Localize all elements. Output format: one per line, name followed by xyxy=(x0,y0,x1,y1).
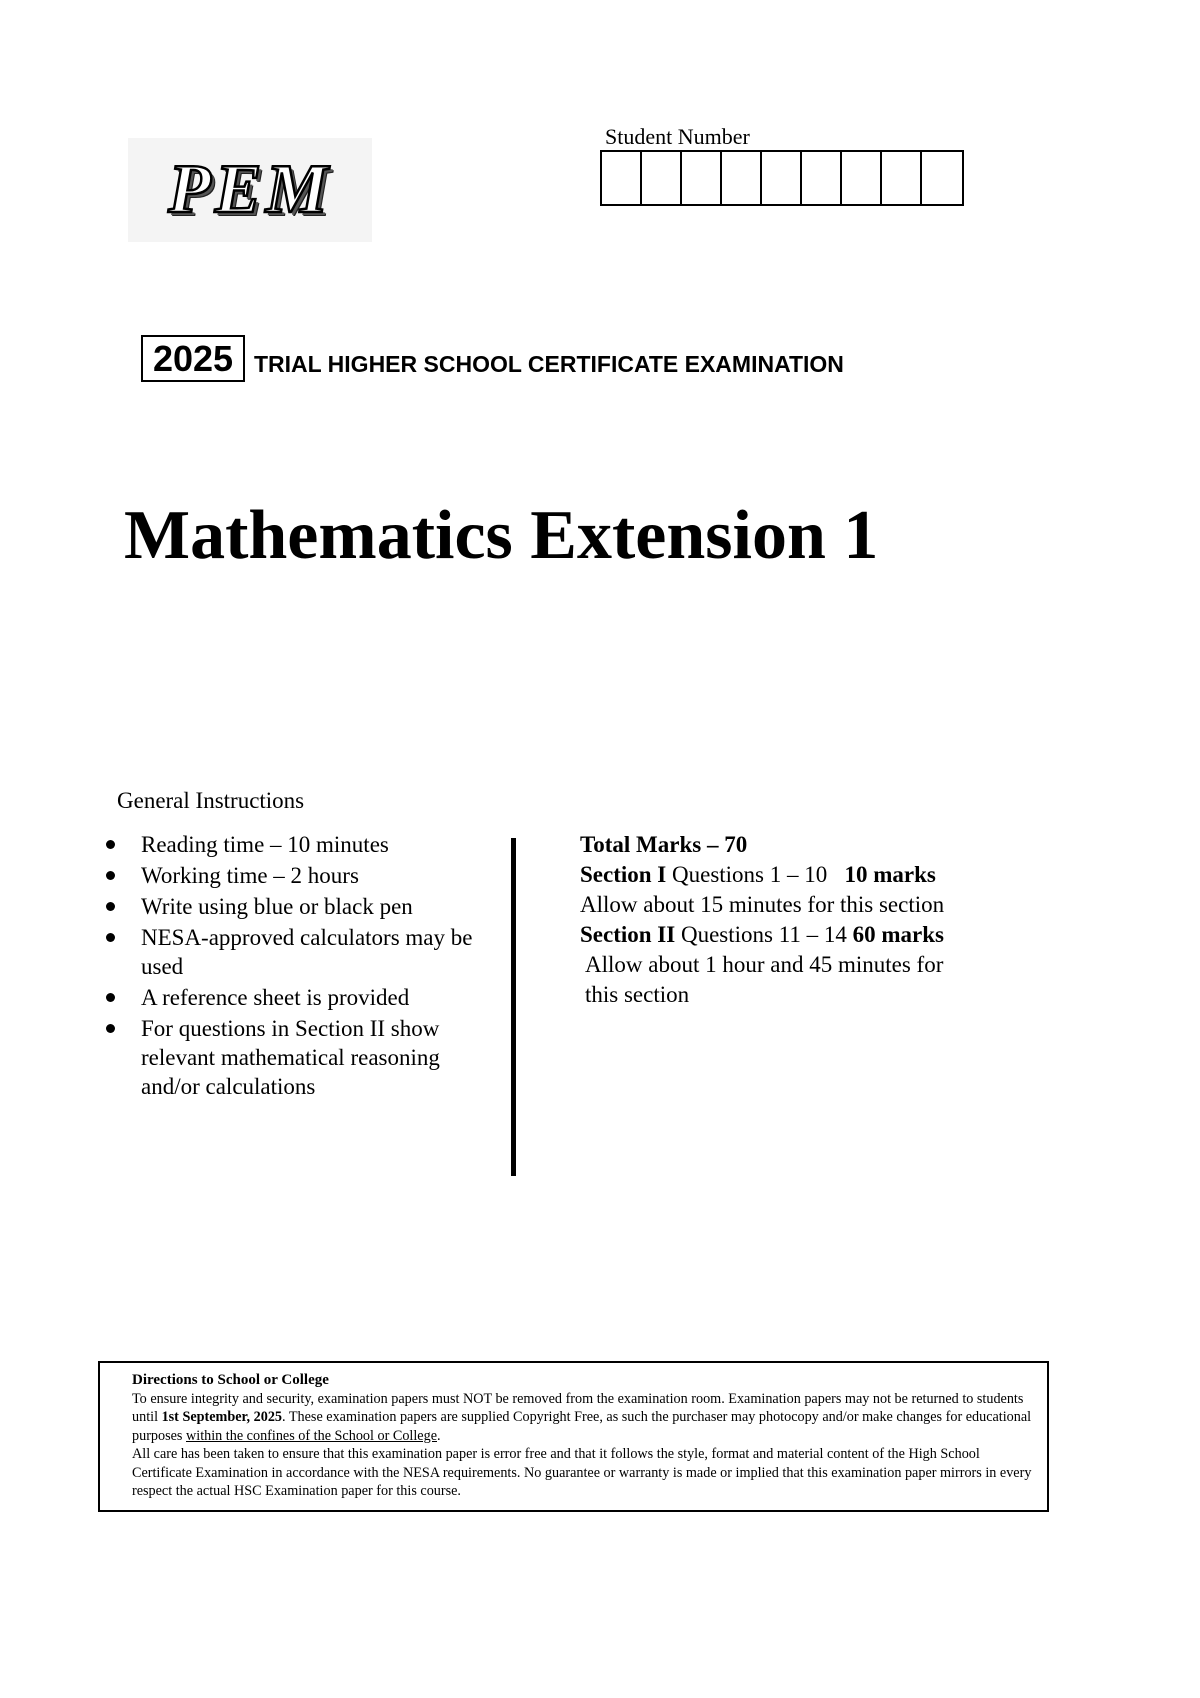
student-number-digit-box[interactable] xyxy=(842,152,882,204)
list-item xyxy=(104,1014,484,1101)
list-item xyxy=(104,923,484,981)
list-item xyxy=(104,861,484,890)
bullet-icon xyxy=(106,993,115,1002)
section-1-name: Section I xyxy=(580,862,667,887)
logo-text: PEM xyxy=(168,151,332,228)
section-2-marks: 60 marks xyxy=(852,922,944,947)
student-number-digit-box[interactable] xyxy=(762,152,802,204)
student-number-label: Student Number xyxy=(605,124,750,149)
student-number-digit-box[interactable] xyxy=(642,152,682,204)
instruction-text: For questions in Section II show relevant mathematical reasoning and/or calculations xyxy=(141,1016,440,1099)
section-2-allow-line2: this section xyxy=(585,982,690,1007)
total-marks: Total Marks – 70 xyxy=(580,832,748,857)
exam-year: 2025 xyxy=(141,335,245,382)
student-number-boxes[interactable] xyxy=(600,150,964,206)
bullet-icon xyxy=(106,840,115,849)
column-divider xyxy=(511,838,516,1176)
instruction-text: NESA-approved calculators may be used xyxy=(141,925,473,979)
release-date: 1st September, 2025 xyxy=(161,1409,283,1425)
subject-title: Mathematics Extension 1 xyxy=(124,497,879,574)
section-2-allow-line1: Allow about 1 hour and 45 minutes for xyxy=(585,952,944,977)
student-number-digit-box[interactable] xyxy=(882,152,922,204)
bullet-icon xyxy=(106,1024,115,1033)
section-1-questions: Questions 1 – 10 xyxy=(672,862,828,887)
bullet-icon xyxy=(106,871,115,880)
directions-p1-text: To ensure integrity and security, examination papers must NOT be removed from the examination room. Examination papers may not be returned to students until xyxy=(132,1390,1024,1425)
marks-summary xyxy=(580,830,1000,1010)
instruction-text: Write using blue or black pen xyxy=(141,894,413,919)
student-number-digit-box[interactable] xyxy=(922,152,962,204)
instruction-text: Reading time – 10 minutes xyxy=(141,832,389,857)
directions-title: Directions to School or College xyxy=(132,1372,329,1388)
list-item xyxy=(104,892,484,921)
directions-box xyxy=(98,1361,1049,1512)
student-number-digit-box[interactable] xyxy=(722,152,762,204)
bullet-icon xyxy=(106,902,115,911)
directions-p1-end: . xyxy=(437,1427,441,1444)
directions-paragraph-2: All care has been taken to ensure that this examination paper is error free and that it follows the style, format and material content of the High School Certificate Examination in accordance with the NESA requirements. No guarantee or warranty is made or implied that this examination paper mirrors in every respect the actual HSC Examination paper for this course. xyxy=(132,1446,1032,1499)
pem-logo xyxy=(128,138,372,242)
section-1-allow: Allow about 15 minutes for this section xyxy=(580,892,945,917)
directions-p1-mid: . These examination papers are supplied Copyright Free, as such the purchaser may photocopy and/or make changes for educational purposes xyxy=(132,1409,1032,1444)
section-2-name: Section II xyxy=(580,922,676,947)
confines-text: within the confines of the School or College xyxy=(186,1427,437,1444)
student-number-digit-box[interactable] xyxy=(602,152,642,204)
section-1-marks: 10 marks xyxy=(844,862,936,887)
instruction-text: A reference sheet is provided xyxy=(141,985,410,1010)
list-item xyxy=(104,983,484,1012)
list-item xyxy=(104,830,484,859)
general-instructions-heading: General Instructions xyxy=(117,788,305,813)
directions-paragraph-1 xyxy=(132,1390,1035,1446)
student-number-digit-box[interactable] xyxy=(802,152,842,204)
section-2-questions: Questions 11 – 14 xyxy=(680,922,847,947)
instruction-text: Working time – 2 hours xyxy=(141,863,359,888)
instructions-list xyxy=(104,830,484,1103)
section-1-line xyxy=(580,860,1000,890)
bullet-icon xyxy=(106,933,115,942)
exam-title: TRIAL HIGHER SCHOOL CERTIFICATE EXAMINATION xyxy=(254,351,844,377)
student-number-digit-box[interactable] xyxy=(682,152,722,204)
section-2-line xyxy=(580,920,1000,950)
